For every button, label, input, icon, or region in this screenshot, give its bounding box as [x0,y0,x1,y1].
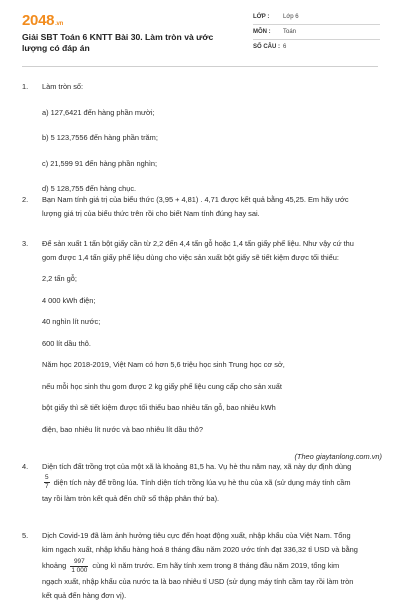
header-divider [22,66,378,67]
question-line: Diện tích đất trồng trọt của một xã là khoảng 81,5 ha. Vụ hè thu năm nay, xã này dự định dùng [42,460,382,474]
fraction [70,558,88,575]
meta-row-subject [253,29,380,44]
question-line: tay rồi làm tròn kết quả đến chữ số thập phân thứ ba). [42,492,382,506]
source-prefix: (Theo [294,452,315,461]
logo-text: 2048 [22,12,54,29]
source-link[interactable]: giaytanlong.com.vn [316,452,380,461]
question-line: 4 000 kWh điện; [42,294,382,308]
meta-value: Lớp 6 [283,14,299,20]
question-number: 3. [22,237,28,251]
fraction-numerator: 997 [73,558,86,566]
meta-value: 6 [283,44,286,50]
question-number: 5. [22,529,28,543]
question-line: Để sản xuất 1 tấn bột giấy cần từ 2,2 đến 4,4 tấn gỗ hoặc 1,4 tấn giấy phế liệu. Như vậy cứ thu [42,237,382,251]
question-line: 2,2 tấn gỗ; [42,272,382,286]
question-body [42,529,382,602]
header [0,0,400,66]
meta-divider [253,24,380,25]
site-logo[interactable] [22,12,63,29]
fraction [44,474,50,491]
question-line: lượng giá trị của biểu thức trên rồi cho biết Nam tính đúng hay sai. [42,207,382,221]
logo-suffix: .vn [55,21,63,27]
page-title: Giải SBT Toán 6 KNTT Bài 30. Làm tròn và ước lượng có đáp án [22,32,237,54]
meta-row-grade [253,14,380,29]
question-line: b) 5 123,7556 đến hàng phần trăm; [42,131,382,145]
question-text: khoảng [42,561,66,570]
meta-key: SỐ CÂU : [253,44,283,50]
question-line: 40 nghìn lít nước; [42,315,382,329]
question-line: Dịch Covid-19 đã làm ảnh hưởng tiêu cực đến hoạt động xuất, nhập khẩu của Việt Nam. Tổng [42,529,382,543]
fraction-denominator: 1 000 [70,566,88,575]
meta-key: MÔN : [253,29,283,35]
meta-row-count [253,44,380,59]
source-suffix: ) [380,452,382,461]
question-number: 2. [22,193,28,207]
question-line: 600 lít dầu thô. [42,337,382,351]
fraction-numerator: 5 [44,474,50,482]
question-line: Làm tròn số: [42,80,382,94]
question-line: nếu mỗi học sinh thu gom được 2 kg giấy phế liệu cung cấp cho sản xuất [42,380,382,394]
question-text: cùng kì năm trước. Em hãy tính xem trong 8 tháng đầu năm 2019, tổng kim [92,561,339,570]
question-number: 1. [22,80,28,94]
question-line: a) 127,6421 đến hàng phần mười; [42,106,382,120]
question-line: kim ngạch xuất, nhập khẩu hàng hoá 8 tháng đầu năm 2020 ước tính đạt 336,32 tỉ USD và bằng [42,543,382,557]
meta-key: LỚP : [253,14,283,20]
fraction-denominator: 7 [44,482,50,491]
question-line: điện, bao nhiêu lít nước và bao nhiêu lít dầu thô? [42,423,382,437]
meta-panel [253,14,380,59]
question-line [42,474,382,492]
question-line: Năm học 2018-2019, Việt Nam có hơn 5,6 triệu học sinh Trung học cơ sở, [42,358,382,372]
meta-divider [253,39,380,40]
question-text: diện tích này để trồng lúa. Tính diện tích trồng lúa vụ hè thu của xã (sử dụng máy tính cầm [54,478,351,487]
question-body [42,80,382,196]
question-line: Bạn Nam tính giá trị của biểu thức (3,95 + 4,81) . 4,71 được kết quả bằng 45,25. Em hãy ước [42,193,382,207]
question-line: c) 21,599 91 đến hàng phần nghìn; [42,157,382,171]
question-line: kết quả đến hàng đơn vị). [42,589,382,602]
question-body [42,460,382,505]
question-line: gom được 1,4 tấn giấy phế liệu dùng cho việc sản xuất bột giấy sẽ tiết kiệm được tối thiểu: [42,251,382,265]
meta-value: Toán [283,29,296,35]
question-body [42,237,382,464]
question-line: d) 5 128,755 đến hàng chục. [42,182,382,196]
question-line: ngạch xuất, nhập khẩu của nước ta là bao nhiêu tỉ USD (sử dụng máy tính cầm tay rồi làm tròn [42,575,382,589]
question-body [42,193,382,220]
question-number: 4. [22,460,28,474]
question-line [42,556,382,575]
question-line: bột giấy thì sẽ tiết kiệm được tối thiểu bao nhiêu tấn gỗ, bao nhiêu kWh [42,401,382,415]
